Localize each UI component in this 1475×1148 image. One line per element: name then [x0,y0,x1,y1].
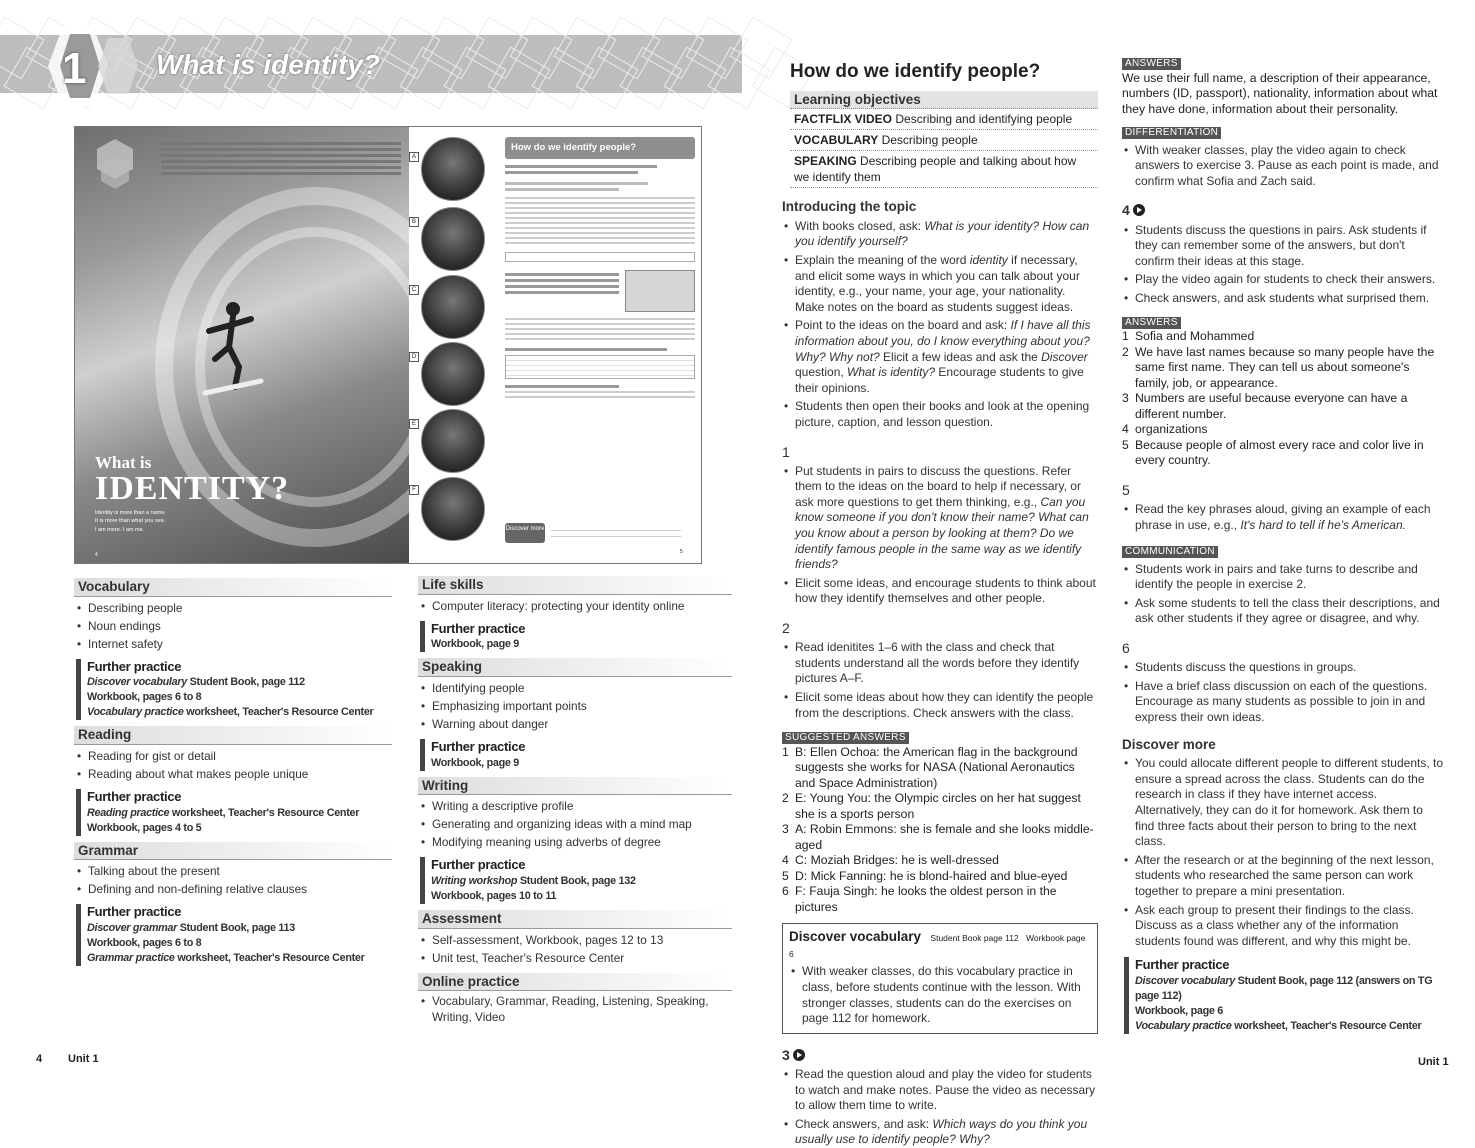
exercise-4-notes [1122,223,1444,307]
answers-tag: ANSWERS [1122,317,1181,329]
further-practice-line: Workbook, page 6 [1135,1005,1223,1018]
surfer-figure [195,297,265,407]
column-1 [74,578,392,972]
bullet-paragraph: • Students discuss the questions in pairs. Ask students if they can remember some of the answers, but don't confirm their ideas at this stage. [1122,223,1444,270]
answer-item: 3 A: Robin Emmons: she is female and she looks middle-aged [782,822,1094,852]
list-item: • Unit test, Teacher's Resource Center [418,949,732,967]
photo-label-c: C [409,285,419,295]
further-practice-line: Discover vocabulary Student Book, page 112 [87,676,305,689]
vocabulary-heading: Vocabulary [74,578,392,597]
list-item: • Modifying meaning using adverbs of degree [418,833,732,851]
answer-item: 5 D: Mick Fanning: he is blond-haired and blue-eyed [782,868,1068,883]
online-practice-heading: Online practice [418,973,732,992]
bullet-paragraph: • Students work in pairs and take turns to describe and identify the people in exercise 2. [1122,562,1444,593]
sb-title-big: IDENTITY? [95,470,290,507]
list-item: • Defining and non-defining relative clauses [74,880,392,898]
sb-exercise-column [505,137,695,401]
portrait-photo-a [421,137,485,201]
discover-more-notes [1122,756,1444,949]
reading-list [74,747,392,783]
bullet-paragraph: • With books closed, ask: What is your identity? How can you identify yourself? [782,219,1098,250]
exercise-3-notes [782,1067,1098,1148]
bullet-paragraph: • Ask some students to tell the class their descriptions, and ask other students if they agree or disagree, and why. [1122,596,1444,627]
bullet-paragraph: • Explain the meaning of the word identity if necessary, and elicit some ways in which you can talk about your identity, e.g., your name, your age, your nationality. Make notes on the board as students suggest ideas. [782,253,1098,315]
exercise-number: 2 [782,620,790,637]
list-item: • Generating and organizing ideas with a mind map [418,815,732,833]
answer-item: 4 C: Moziah Bridges: he is well-dressed [782,853,999,868]
bullet-paragraph: • Read idenitites 1–6 with the class and check that students understand all the words before they identify pictures A–F. [782,640,1098,687]
photo-label-a: A [409,152,419,162]
further-practice-line: Reading practice worksheet, Teacher's Resource Center [87,806,360,819]
bullet-paragraph: • Read the key phrases aloud, giving an example of each phrase in use, e.g., It's hard to tell if he's American. [1122,502,1444,533]
photo-label-d: D [409,352,419,362]
unit-label-right: Unit 1 [1418,1056,1449,1068]
discover-more-heading: Discover more [1122,736,1216,752]
objective-row: FACTFLIX VIDEO Describing and identifying people [790,109,1098,130]
further-practice-line: Workbook, pages 4 to 5 [87,821,202,834]
bullet-paragraph: • With weaker classes, play the video again to check answers to exercise 3. Pause as each point is made, and confirm what Sofia and Zach said. [1122,143,1444,190]
introducing-topic-heading: Introducing the topic [782,199,917,215]
sb-page-number-right: 5 [680,549,683,555]
bullet-paragraph: • Elicit some ideas about how they can identify the people from the descriptions. Check answers with the class. [782,690,1098,721]
unit-hex-icon [85,137,145,197]
exercise-4-number: 4 [1122,201,1444,219]
speaking-heading: Speaking [418,658,732,677]
communication-notes [1122,562,1444,627]
assessment-list [418,931,732,967]
video-thumbnail [625,270,695,312]
answer-item: 1 B: Ellen Ochoa: the American flag in the background suggests she works for NASA (National Aeronautics and Space Administration) [782,744,1078,790]
further-practice-line: Workbook, page 9 [431,638,519,651]
page-number-left: 4 [36,1053,43,1065]
discover-vocabulary-note: • With weaker classes, do this vocabulary practice in class, before students continue with the lesson. With stronger classes, students can do the exercises on page 112 for homework. [789,964,1091,1026]
list-item: • Describing people [74,599,392,617]
further-practice-line: Workbook, pages 10 to 11 [431,890,557,903]
further-practice-line: Discover grammar Student Book, page 113 [87,922,295,935]
list-item: • Computer literacy: protecting your identity online [418,597,732,615]
discover-more-tab: Discover more [505,523,545,543]
further-practice-line: Workbook, pages 6 to 8 [87,937,202,950]
student-book-spread [74,126,702,564]
introducing-topic-list [782,219,1098,431]
dv-ref-student-book: Student Book page 112 [930,933,1019,944]
objective-row: VOCABULARY Describing people [790,130,1098,151]
portrait-photo-b [421,207,485,271]
search-online-lines [551,525,681,539]
further-practice-title: Further practice [1135,957,1230,973]
differentiation-tag: DIFFERENTIATION [1122,127,1221,139]
exercise-4-answers [1122,329,1444,469]
answers-text: We use their full name, a description of their appearance, numbers (ID, passport), nationality, information about what they have done, information about their personality. [1122,70,1438,116]
bullet-paragraph: • You could allocate different people to different students, to ensure a spread across the class. Students can do the research in class if they have internet access. Alternatively, they can do it for homework. Ask them to find three facts about their person to bring to the next class. [1122,756,1444,850]
bullet-paragraph: • Check answers, and ask students what surprised them. [1122,291,1444,307]
writing-list [418,797,732,851]
bullet-paragraph: • Put students in pairs to discuss the questions. Refer them to the ideas on the board to help if necessary, or ask more questions to get them thinking, e.g., Can you know someone if you don't know their name? What can you know about a person by looking at them? Do we identify famous people in the same way as we identify friends? [782,464,1098,573]
column-3 [782,60,1098,1148]
answers-tag: ANSWERS [1122,58,1181,70]
answer-item: 5 Because people of almost every race and color live in every country. [1122,437,1424,468]
discover-vocabulary-title: Discover vocabulary [789,929,922,945]
bullet-paragraph: • Elicit some ideas, and encourage students to think about how they identify themselves and other people. [782,576,1098,607]
online-practice-list [418,993,732,1025]
answer-item: 2 E: Young You: the Olympic circles on her hat suggest she is a sports person [782,791,1081,821]
writing-heading: Writing [418,777,732,796]
bullet-paragraph: • Point to the ideas on the board and ask: If I have all this information about you, do I know everything about you? Why? Why not? Elicit a few ideas and ask the Discover question, What is identity? Encourage students to give their opinions. [782,318,1098,396]
learning-objectives-heading: Learning objectives [790,91,1098,110]
bullet-paragraph: • Play the video again for students to check their answers. [1122,272,1444,288]
list-item: • Reading for gist or detail [74,747,392,765]
sb-page-number-left: 4 [95,552,98,558]
list-item: • Talking about the present [74,862,392,880]
further-practice-line: Vocabulary practice worksheet, Teacher's Resource Center [87,706,374,719]
further-practice-line: Vocabulary practice worksheet, Teacher's Resource Center [1135,1020,1422,1033]
reading-heading: Reading [74,726,392,745]
unit-badge-hexagon [38,18,158,114]
list-item: • Internet safety [74,635,392,653]
portrait-photo-c [421,275,485,339]
bullet-paragraph: • Check answers, and ask: Which ways do you think you usually use to identify people? Why? [782,1117,1098,1148]
exercise-number: 1 [782,443,790,460]
bullet-paragraph: • Students then open their books and look at the opening picture, caption, and lesson question. [782,399,1098,430]
suggested-answers-list [782,745,1098,916]
list-item: • Self-assessment, Workbook, pages 12 to 13 [418,931,732,949]
suggested-answers-tag: SUGGESTED ANSWERS [782,732,909,744]
differentiation-notes [1122,143,1444,190]
list-item: • Vocabulary, Grammar, Reading, Listening, Speaking, Writing, Video [418,993,732,1025]
list-item: • Identifying people [418,679,732,697]
grammar-heading: Grammar [74,842,392,861]
further-practice-box [420,739,732,771]
surfer-photo [75,127,409,563]
column-4 [1122,55,1444,1040]
sb-caption: Identity is more than a name. It is more than what you see. I am more. I am me. [95,510,166,533]
exercise-number: 5 [1122,481,1130,498]
further-practice-title: Further practice [431,857,526,873]
communication-tag: COMMUNICATION [1122,546,1218,558]
further-practice-box [76,659,392,721]
further-practice-box [76,904,392,966]
further-practice-line: Workbook, pages 6 to 8 [87,691,202,704]
unit-overview-strip [161,139,401,178]
vocabulary-list [74,599,392,653]
exercise-1-notes [782,464,1098,607]
photo-label-f: F [409,485,419,495]
video-play-icon [793,1049,805,1061]
further-practice-box [420,857,732,904]
learning-objectives-box [790,91,1098,189]
exercise-number: 6 [1122,640,1130,657]
bullet-paragraph: • Have a brief class discussion on each of the questions. Encourage as many students as possible to join in and express their own ideas. [1122,679,1444,726]
further-practice-line: Grammar practice worksheet, Teacher's Resource Center [87,952,365,965]
exercise-5-notes [1122,502,1444,533]
portrait-photo-d [421,342,485,406]
further-practice-line: Writing workshop Student Book, page 132 [431,875,636,888]
list-item: • Warning about danger [418,715,732,733]
list-item: • Noun endings [74,617,392,635]
answer-item: 1 Sofia and Mohammed [1122,329,1255,344]
dv-ref-workbook: Workbook page 6 [789,933,1086,959]
video-play-icon [1133,204,1145,216]
further-practice-title: Further practice [431,738,526,754]
assessment-heading: Assessment [418,910,732,929]
answer-item: 3 Numbers are useful because everyone can have a different number. [1122,391,1408,421]
unit-number: 1 [62,44,87,93]
list-item: • Reading about what makes people unique [74,765,392,783]
life-skills-list [418,597,732,615]
answer-item: 6 F: Fauja Singh: he looks the oldest person in the pictures [782,884,1057,914]
list-item: • Writing a descriptive profile [418,797,732,815]
bullet-paragraph: • Ask each group to present their findings to the class. Discuss as a class whether any of the information students found was different, and why this might be. [1122,903,1444,950]
further-practice-box [76,789,392,836]
speaking-list [418,679,732,733]
objective-row: SPEAKING Describing people and talking about how we identify them [790,151,1098,188]
further-practice-title: Further practice [87,658,182,674]
sb-right-header: How do we identify people? [505,137,695,159]
column-2 [418,576,732,1025]
further-practice-title: Further practice [431,620,526,636]
further-practice-box [1124,957,1444,1034]
further-practice-line: Workbook, page 9 [431,756,519,769]
exercise-6-notes [1122,660,1444,725]
portrait-photo-e [421,409,485,473]
bullet-paragraph: • Students discuss the questions in groups. [1122,660,1444,676]
answer-item: 2 We have last names because so many people have the same first name. They can tell us about someone's family, job, or appearance. [1122,344,1435,390]
chapter-title: What is identity? [156,49,380,80]
portrait-photo-f [421,477,485,541]
unit-label-left: Unit 1 [68,1053,99,1065]
further-practice-box [420,621,732,653]
list-item: • Emphasizing important points [418,697,732,715]
sb-title-small: What is [95,453,152,472]
further-practice-title: Further practice [87,904,182,920]
discover-vocabulary-box [782,923,1098,1034]
exercise-2-notes [782,640,1098,721]
further-practice-line: Discover vocabulary Student Book, page 112 (answers on TG page 112) [1135,975,1433,1003]
bullet-paragraph: • After the research or at the beginning of the next lesson, students who researched the same person can work together to prepare a mini presentation. [1122,853,1444,900]
grammar-list [74,862,392,898]
further-practice-title: Further practice [87,788,182,804]
photo-label-e: E [409,419,419,429]
photo-label-b: B [409,217,419,227]
exercise-3-number: 3 [782,1046,1098,1064]
life-skills-heading: Life skills [418,576,732,595]
answer-item: 4 organizations [1122,422,1208,437]
lesson-title: How do we identify people? [790,61,1041,82]
bullet-paragraph: • Read the question aloud and play the video for students to watch and make notes. Pause the video as necessary to allow them time to write. [782,1067,1098,1114]
